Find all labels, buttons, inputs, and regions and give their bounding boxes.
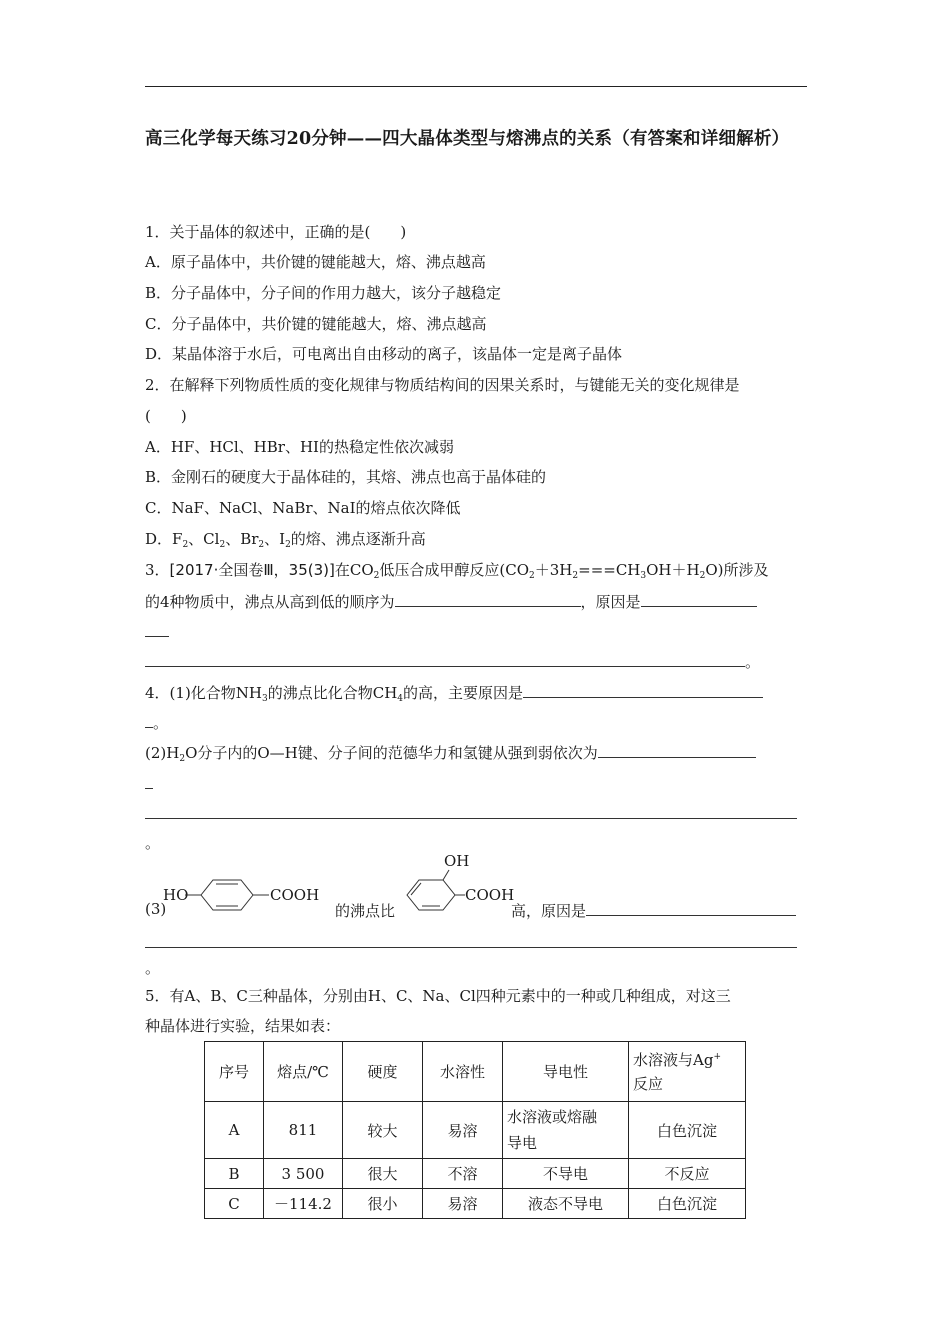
para-hydroxybenzoic-acid-structure	[163, 872, 337, 920]
q2-option-c: C．NaF、NaCl、NaBr、NaI的熔点依次降低	[145, 499, 461, 517]
q2-paren: ( )	[145, 407, 187, 425]
q4-part2-blank-3[interactable]	[145, 803, 797, 819]
q3-answer-blank-1[interactable]	[395, 591, 581, 607]
header-cell-solubility: 水溶性	[423, 1042, 503, 1102]
header-cell-conductivity: 导电性	[503, 1042, 629, 1102]
table-row	[205, 1102, 746, 1159]
q3-answer-blank-3[interactable]	[145, 621, 169, 637]
q4-part3-compare: 的沸点比	[335, 902, 396, 920]
q4-part2-blank[interactable]	[598, 742, 756, 758]
q4-part1-end: 。	[145, 712, 168, 733]
q2-option-a: A．HF、HCl、HBr、HI的热稳定性依次减弱	[145, 438, 454, 456]
q4-part2-cont2	[145, 803, 797, 824]
header-cell-index: 序号	[205, 1042, 264, 1102]
header-cell-ag-reaction: 水溶液与Ag+ 反应	[629, 1042, 746, 1102]
table-row	[205, 1189, 746, 1219]
q3-stem: 3．[2017·全国卷Ⅲ，35(3)]在$CO_2$低压合成甲醇反应$(CO_2+3H_2===CH_3OH+H_2O)$所涉及	[145, 561, 769, 581]
q4-part2-blank-2[interactable]	[145, 773, 153, 789]
q2-option-d: D．$F_2$、$Cl_2$、$Br_2$、$I_2$的熔、沸点逐渐升高	[145, 530, 426, 550]
q1-stem: 1．关于晶体的叙述中，正确的是( )	[145, 223, 407, 241]
q4-part1: 4．(1)化合物$NH_3$的沸点比化合物$CH_4$的高，主要原因是	[145, 682, 763, 703]
q4-part2-end: 。	[145, 834, 161, 852]
q1-option-b: B．分子晶体中，分子间的作用力越大，该分子越稳定	[145, 284, 502, 302]
q3-answer-blank-2[interactable]	[641, 591, 757, 607]
cell-hardness: 很大	[343, 1159, 423, 1189]
mol1-ho-label: HO	[163, 886, 189, 904]
q4-part3-label: (3)	[145, 900, 167, 918]
cell-hardness: 很小	[343, 1189, 423, 1219]
cell-solubility: 易溶	[423, 1189, 503, 1219]
mol2-oh-label: OH	[444, 852, 470, 870]
header-rule	[145, 86, 807, 87]
cell-index: A	[205, 1102, 264, 1159]
cell-conductivity: 液态不导电	[503, 1189, 629, 1219]
q4-part3-blank[interactable]	[586, 900, 796, 916]
cell-melting-point: －114.2	[264, 1189, 343, 1219]
q3-line4: 。	[145, 651, 760, 672]
q3-source: [2017·全国卷Ⅲ，35(3)]	[169, 561, 335, 579]
cell-index: C	[205, 1189, 264, 1219]
cell-solubility: 不溶	[423, 1159, 503, 1189]
cell-solubility: 易溶	[423, 1102, 503, 1159]
q2-stem: 2．在解释下列物质性质的变化规律与物质结构间的因果关系时，与键能无关的变化规律是	[145, 376, 740, 394]
q4-part1-blank-2[interactable]	[145, 712, 153, 728]
cell-conductivity: 不导电	[503, 1159, 629, 1189]
header-cell-melting-point: 熔点/℃	[264, 1042, 343, 1102]
q5-stem-line2: 种晶体进行实验，结果如表：	[145, 1017, 341, 1035]
q5-stem-line1: 5．有A、B、C三种晶体，分别由H、C、Na、Cl四种元素中的一种或几种组成，对这三	[145, 987, 731, 1005]
table-row	[205, 1159, 746, 1189]
q3-answer-blank-4[interactable]	[145, 651, 745, 667]
q1-option-c: C．分子晶体中，共价键的键能越大，熔、沸点越高	[145, 315, 487, 333]
q1-option-a: A．原子晶体中，共价键的键能越大，熔、沸点越高	[145, 253, 486, 271]
q4-part1-blank[interactable]	[523, 682, 763, 698]
q5-results-table	[204, 1041, 746, 1219]
q4-part3-blank-2[interactable]	[145, 932, 797, 948]
q4-part2: $(2)H_2O$分子内的O—H键、分子间的范德华力和氢键从强到弱依次为	[145, 742, 756, 763]
mol1-cooh-label: COOH	[270, 886, 320, 904]
cell-ag-reaction: 不反应	[629, 1159, 746, 1189]
page-title: 高三化学每天练习20分钟——四大晶体类型与熔沸点的关系（有答案和详细解析）	[145, 129, 790, 149]
q1-option-d: D．某晶体溶于水后，可电离出自由移动的离子，该晶体一定是离子晶体	[145, 345, 623, 363]
q4-part3-end: 。	[145, 959, 161, 977]
q4-part3-cont	[145, 932, 797, 953]
q4-part2-cont	[145, 773, 153, 794]
cell-ag-reaction: 白色沉淀	[629, 1102, 746, 1159]
q3-line3	[145, 621, 169, 642]
cell-melting-point: 811	[264, 1102, 343, 1159]
header-cell-hardness: 硬度	[343, 1042, 423, 1102]
q2-option-b: B．金刚石的硬度大于晶体硅的，其熔、沸点也高于晶体硅的	[145, 468, 547, 486]
cell-index: B	[205, 1159, 264, 1189]
q4-part3-tail: 高，原因是	[511, 900, 796, 921]
ortho-hydroxybenzoic-acid-structure	[399, 852, 519, 922]
cell-conductivity: 水溶液或熔融 导电	[503, 1102, 629, 1159]
table-header-row	[205, 1042, 746, 1102]
cell-melting-point: 3 500	[264, 1159, 343, 1189]
cell-ag-reaction: 白色沉淀	[629, 1189, 746, 1219]
cell-hardness: 较大	[343, 1102, 423, 1159]
q4-part3-structures	[145, 852, 807, 922]
mol2-cooh-label: COOH	[465, 886, 515, 904]
q3-line2: 的4种物质中，沸点从高到低的顺序为 ，原因是	[145, 591, 757, 612]
